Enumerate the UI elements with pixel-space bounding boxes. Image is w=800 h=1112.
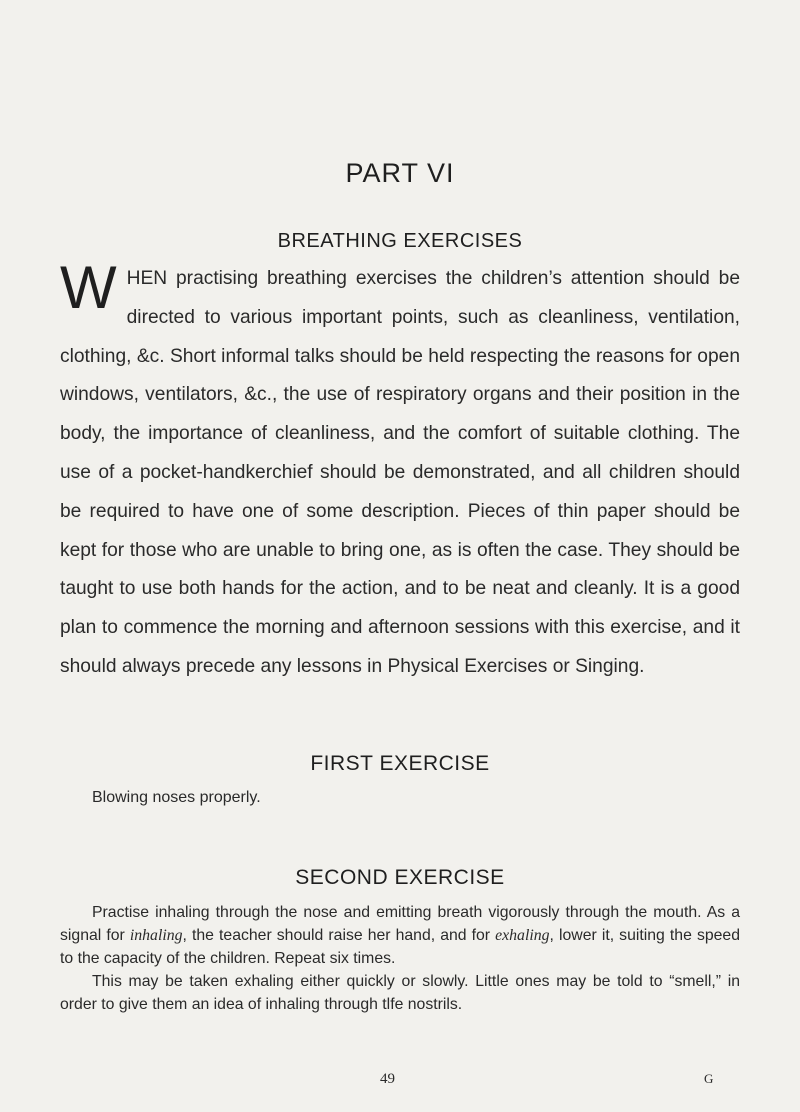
part-title: PART VI [345, 158, 455, 188]
inhaling-term: inhaling [129, 927, 183, 944]
page-number: 49 [380, 1071, 395, 1087]
intro-text: HEN practising breathing exercises the children’s attention should be directed to various important points, such as cleanliness, ventilation, clothing, &c. Short informal talks should be held respecting the reasons for open windows, ventilators, &c., the use of respiratory organs and their position in the body, the importance of cleanliness, and the comfort of suitable clothing. The use of a pocket-handkerchief should be demonstrated, and all children should be required to have one of some description. Pieces of thin paper should be kept for those who are unable to bring one, as is often the case. They should be taught to use both hands for the action, and to be neat and cleanly. It is a good plan to commence the morning and afternoon sessions with this exercise, and it should always precede any lessons in Physical Exercises or Singing. [60, 268, 740, 677]
first-exercise-text: Blowing noses properly. [92, 789, 261, 806]
intro-paragraph [60, 254, 740, 687]
second-exercise-paragraph-1: Practise inhaling through the nose and emitting breath vigorously through the mouth. As a signal for inhaling, the teacher should raise her hand, and for exhaling, lower it, suiting the speed to the capacity of the children. Repeat six times. [60, 904, 740, 967]
first-exercise-heading: FIRST EXERCISE [310, 752, 490, 775]
section-title: BREATHING EXERCISES [277, 230, 523, 252]
drop-cap: W [60, 254, 117, 321]
second-exercise-body [60, 901, 740, 1016]
second-exercise-paragraph-2: This may be taken exhaling either quickly or slowly. Little ones may be told to “smell,” in order to give them an idea of inhaling through tlfe nostrils. [60, 973, 740, 1013]
signature-mark: G [704, 1071, 714, 1086]
exhaling-term: exhaling [495, 927, 550, 944]
second-exercise-heading: SECOND EXERCISE [295, 866, 505, 889]
